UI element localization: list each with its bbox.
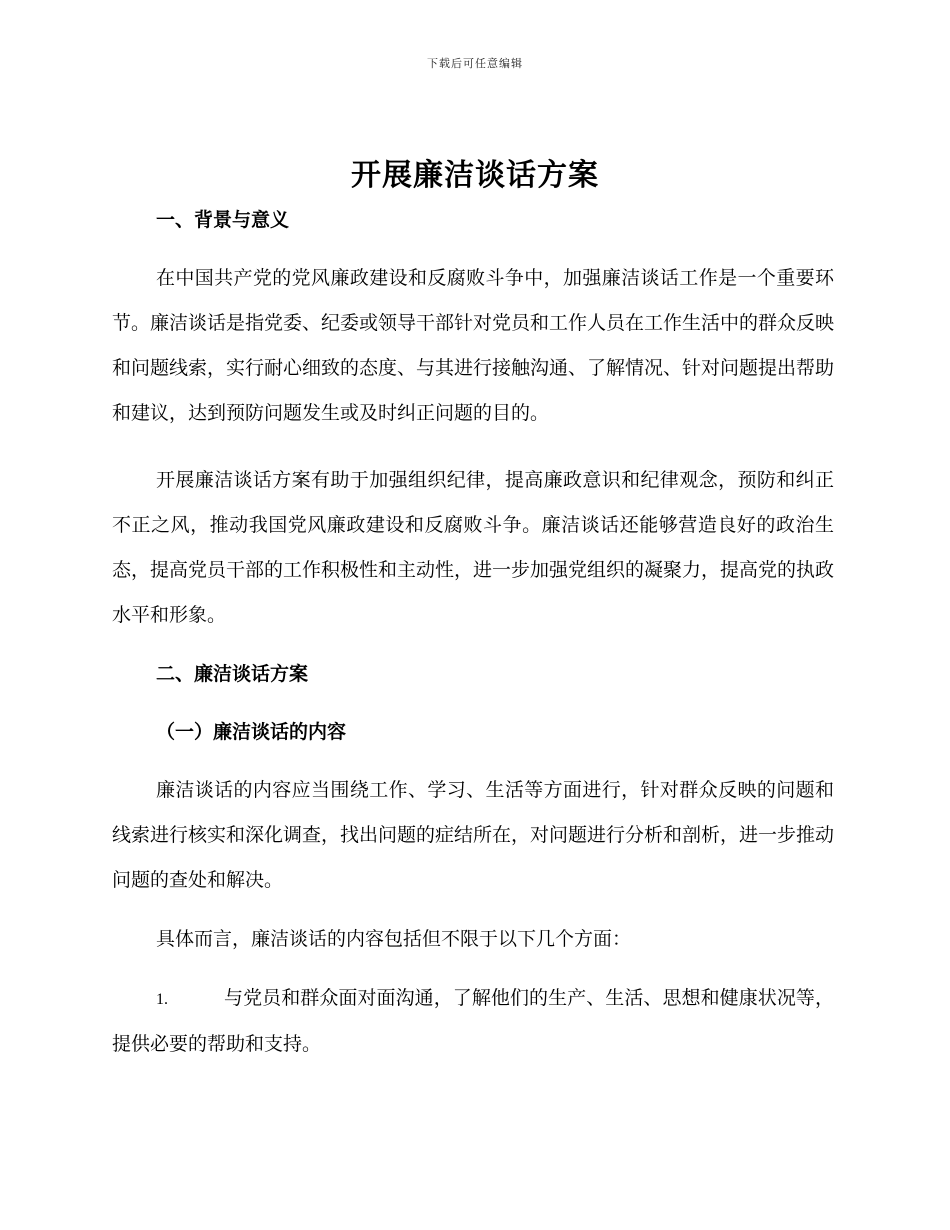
document-body xyxy=(112,198,834,1067)
page-header-note: 下载后可任意编辑 xyxy=(427,57,523,70)
section-heading-plan: 二、廉洁谈话方案 xyxy=(156,663,309,685)
paragraph-content-2: 具体而言，廉洁谈话的内容包括但不限于以下几个方面： xyxy=(156,928,632,950)
paragraph-background-1: 在中国共产党的党风廉政建设和反腐败斗争中，加强廉洁谈话工作是一个重要环节。廉洁谈话是指党委、纪委或领导干部针对党员和工作人员在工作生活中的群众反映和问题线索，实行耐心细致的态度、与其进行接触沟通、了解情况、针对问题提出帮助和建议，达到预防问题发生或及时纠正问题的目的。 xyxy=(112,267,835,424)
document-title: 开展廉洁谈话方案 xyxy=(351,158,599,193)
subsection-heading-content: （一）廉洁谈话的内容 xyxy=(156,721,347,743)
list-item xyxy=(112,976,834,1067)
list-item-number: 1. xyxy=(156,991,168,1008)
paragraph-background-2: 开展廉洁谈话方案有助于加强组织纪律，提高廉政意识和纪律观念，预防和纠正不正之风，推动我国党风廉政建设和反腐败斗争。廉洁谈话还能够营造良好的政治生态，提高党员干部的工作积极性和主动性，进一步加强党组织的凝聚力，提高党的执政水平和形象。 xyxy=(112,469,835,626)
section-heading-background: 一、背景与意义 xyxy=(156,209,290,231)
list-item-text: 与党员和群众面对面沟通，了解他们的生产、生活、思想和健康状况等，提供必要的帮助和支持。 xyxy=(112,987,834,1055)
paragraph-content-1: 廉洁谈话的内容应当围绕工作、学习、生活等方面进行，针对群众反映的问题和线索进行核实和深化调查，找出问题的症结所在，对问题进行分析和剖析，进一步推动问题的查处和解决。 xyxy=(112,779,835,891)
